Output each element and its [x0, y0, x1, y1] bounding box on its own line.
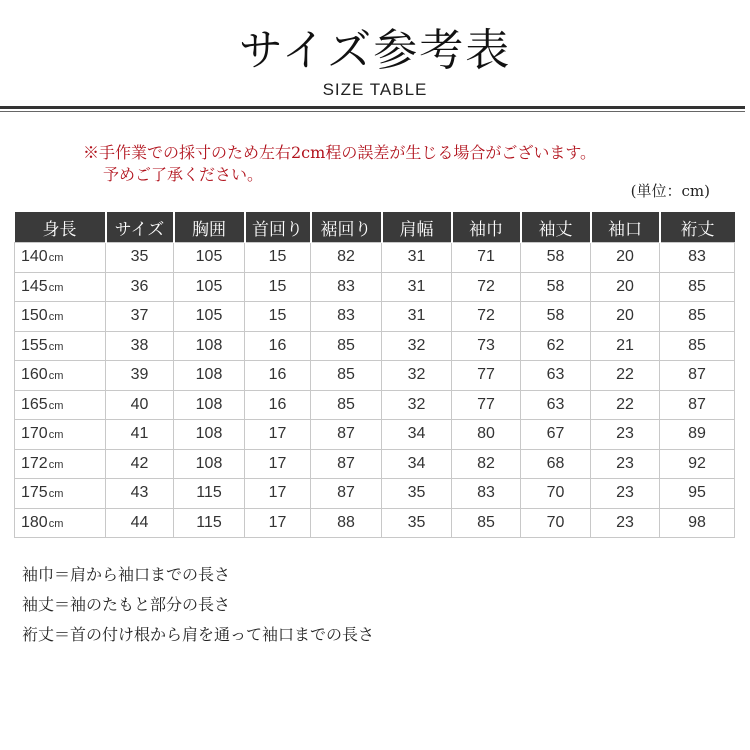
table-cell: 22 [591, 390, 660, 420]
height-value: 155 [21, 336, 48, 354]
table-cell: 87 [660, 361, 735, 391]
table-cell: 72 [452, 302, 521, 332]
table-cell: 34 [382, 420, 452, 450]
height-cell [15, 449, 106, 479]
table-cell: 44 [106, 508, 174, 538]
height-value: 145 [21, 277, 48, 295]
table-cell: 17 [245, 508, 311, 538]
table-cell: 32 [382, 361, 452, 391]
definition-item: 裄丈＝首の付け根から肩を通って袖口までの長さ [22, 625, 375, 644]
height-unit: cm [48, 458, 64, 471]
header-divider-thick [0, 106, 745, 109]
table-cell: 32 [382, 331, 452, 361]
notice-line-2: 予めご了承ください。 [103, 165, 264, 184]
table-cell: 37 [106, 302, 174, 332]
table-cell: 85 [452, 508, 521, 538]
table-cell: 115 [174, 508, 245, 538]
table-cell: 73 [452, 331, 521, 361]
column-header: 肩幅 [382, 212, 452, 243]
table-row [15, 361, 735, 391]
table-cell: 108 [174, 449, 245, 479]
table-row [15, 390, 735, 420]
table-cell: 70 [521, 508, 591, 538]
table-cell: 77 [452, 390, 521, 420]
table-cell: 87 [311, 479, 382, 509]
table-cell: 80 [452, 420, 521, 450]
column-header: 身長 [15, 212, 106, 243]
table-cell: 22 [591, 361, 660, 391]
column-header: 袖丈 [521, 212, 591, 243]
table-cell: 87 [660, 390, 735, 420]
table-row [15, 508, 735, 538]
table-cell: 63 [521, 390, 591, 420]
height-unit: cm [48, 370, 64, 383]
table-cell: 92 [660, 449, 735, 479]
column-header: サイズ [106, 212, 174, 243]
table-cell: 17 [245, 479, 311, 509]
table-cell: 72 [452, 272, 521, 302]
measurement-notice [83, 142, 596, 186]
table-cell: 58 [521, 272, 591, 302]
table-body [15, 243, 735, 538]
height-unit: cm [48, 340, 64, 353]
table-cell: 23 [591, 508, 660, 538]
table-cell: 82 [452, 449, 521, 479]
table-cell: 108 [174, 361, 245, 391]
table-cell: 15 [245, 272, 311, 302]
size-table [14, 212, 735, 538]
column-header: 胸囲 [174, 212, 245, 243]
table-cell: 35 [382, 508, 452, 538]
table-cell: 87 [311, 449, 382, 479]
table-header-row [15, 212, 735, 243]
table-row [15, 479, 735, 509]
table-cell: 58 [521, 243, 591, 273]
table-cell: 77 [452, 361, 521, 391]
table-cell: 95 [660, 479, 735, 509]
table-cell: 17 [245, 449, 311, 479]
unit-label: (単位：cm) [630, 182, 710, 200]
table-cell: 40 [106, 390, 174, 420]
table-cell: 85 [660, 331, 735, 361]
table-cell: 42 [106, 449, 174, 479]
height-cell [15, 243, 106, 273]
table-cell: 108 [174, 420, 245, 450]
height-cell [15, 302, 106, 332]
table-cell: 39 [106, 361, 174, 391]
table-cell: 32 [382, 390, 452, 420]
table-cell: 67 [521, 420, 591, 450]
height-value: 170 [21, 425, 48, 443]
table-cell: 71 [452, 243, 521, 273]
table-cell: 83 [311, 302, 382, 332]
height-cell [15, 420, 106, 450]
table-cell: 85 [660, 272, 735, 302]
header-divider-thin [0, 111, 745, 112]
table-cell: 38 [106, 331, 174, 361]
table-cell: 70 [521, 479, 591, 509]
table-cell: 83 [452, 479, 521, 509]
table-cell: 58 [521, 302, 591, 332]
height-value: 150 [21, 307, 48, 325]
table-row [15, 331, 735, 361]
height-cell [15, 390, 106, 420]
table-cell: 89 [660, 420, 735, 450]
column-header: 裾回り [311, 212, 382, 243]
table-cell: 41 [106, 420, 174, 450]
table-cell: 85 [311, 390, 382, 420]
table-cell: 23 [591, 449, 660, 479]
height-cell [15, 508, 106, 538]
height-cell [15, 331, 106, 361]
table-cell: 35 [382, 479, 452, 509]
height-unit: cm [48, 252, 64, 265]
table-cell: 31 [382, 243, 452, 273]
table-cell: 105 [174, 302, 245, 332]
table-cell: 23 [591, 479, 660, 509]
page-title: サイズ参考表 [238, 25, 512, 76]
height-unit: cm [48, 399, 64, 412]
definitions-list [22, 560, 374, 650]
table-cell: 36 [106, 272, 174, 302]
table-cell: 15 [245, 243, 311, 273]
table-cell: 88 [311, 508, 382, 538]
height-value: 160 [21, 366, 48, 384]
height-value: 175 [21, 484, 48, 502]
table-cell: 105 [174, 243, 245, 273]
height-cell [15, 361, 106, 391]
column-header: 袖口 [591, 212, 660, 243]
table-cell: 85 [660, 302, 735, 332]
table-cell: 34 [382, 449, 452, 479]
table-cell: 62 [521, 331, 591, 361]
table-row [15, 420, 735, 450]
table-cell: 21 [591, 331, 660, 361]
table-cell: 85 [311, 361, 382, 391]
table-cell: 85 [311, 331, 382, 361]
height-value: 172 [21, 454, 48, 472]
table-cell: 20 [591, 302, 660, 332]
height-unit: cm [48, 488, 64, 501]
table-row [15, 272, 735, 302]
height-cell [15, 479, 106, 509]
table-cell: 63 [521, 361, 591, 391]
table-row [15, 302, 735, 332]
height-value: 165 [21, 395, 48, 413]
notice-line-1: ※手作業での採寸のため左右2cm程の誤差が生じる場合がございます。 [83, 143, 597, 162]
table-cell: 108 [174, 390, 245, 420]
height-unit: cm [48, 311, 64, 324]
table-cell: 108 [174, 331, 245, 361]
table-cell: 17 [245, 420, 311, 450]
column-header: 首回り [245, 212, 311, 243]
column-header: 裄丈 [660, 212, 735, 243]
table-cell: 87 [311, 420, 382, 450]
table-row [15, 243, 735, 273]
table-cell: 82 [311, 243, 382, 273]
definition-item: 袖丈＝袖のたもと部分の長さ [22, 595, 231, 614]
table-cell: 15 [245, 302, 311, 332]
height-cell [15, 272, 106, 302]
table-cell: 16 [245, 361, 311, 391]
table-cell: 31 [382, 272, 452, 302]
table-cell: 35 [106, 243, 174, 273]
table-cell: 16 [245, 331, 311, 361]
table-cell: 98 [660, 508, 735, 538]
table-cell: 20 [591, 243, 660, 273]
column-header: 袖巾 [452, 212, 521, 243]
page-subtitle: SIZE TABLE [322, 80, 428, 99]
table-row [15, 449, 735, 479]
height-unit: cm [48, 281, 64, 294]
height-value: 180 [21, 513, 48, 531]
table-cell: 23 [591, 420, 660, 450]
height-unit: cm [48, 429, 64, 442]
table-cell: 83 [311, 272, 382, 302]
table-cell: 68 [521, 449, 591, 479]
table-cell: 83 [660, 243, 735, 273]
table-cell: 16 [245, 390, 311, 420]
height-value: 140 [21, 248, 48, 266]
height-unit: cm [48, 517, 64, 530]
table-cell: 105 [174, 272, 245, 302]
table-cell: 115 [174, 479, 245, 509]
definition-item: 袖巾＝肩から袖口までの長さ [22, 565, 231, 584]
table-cell: 31 [382, 302, 452, 332]
table-cell: 20 [591, 272, 660, 302]
table-cell: 43 [106, 479, 174, 509]
